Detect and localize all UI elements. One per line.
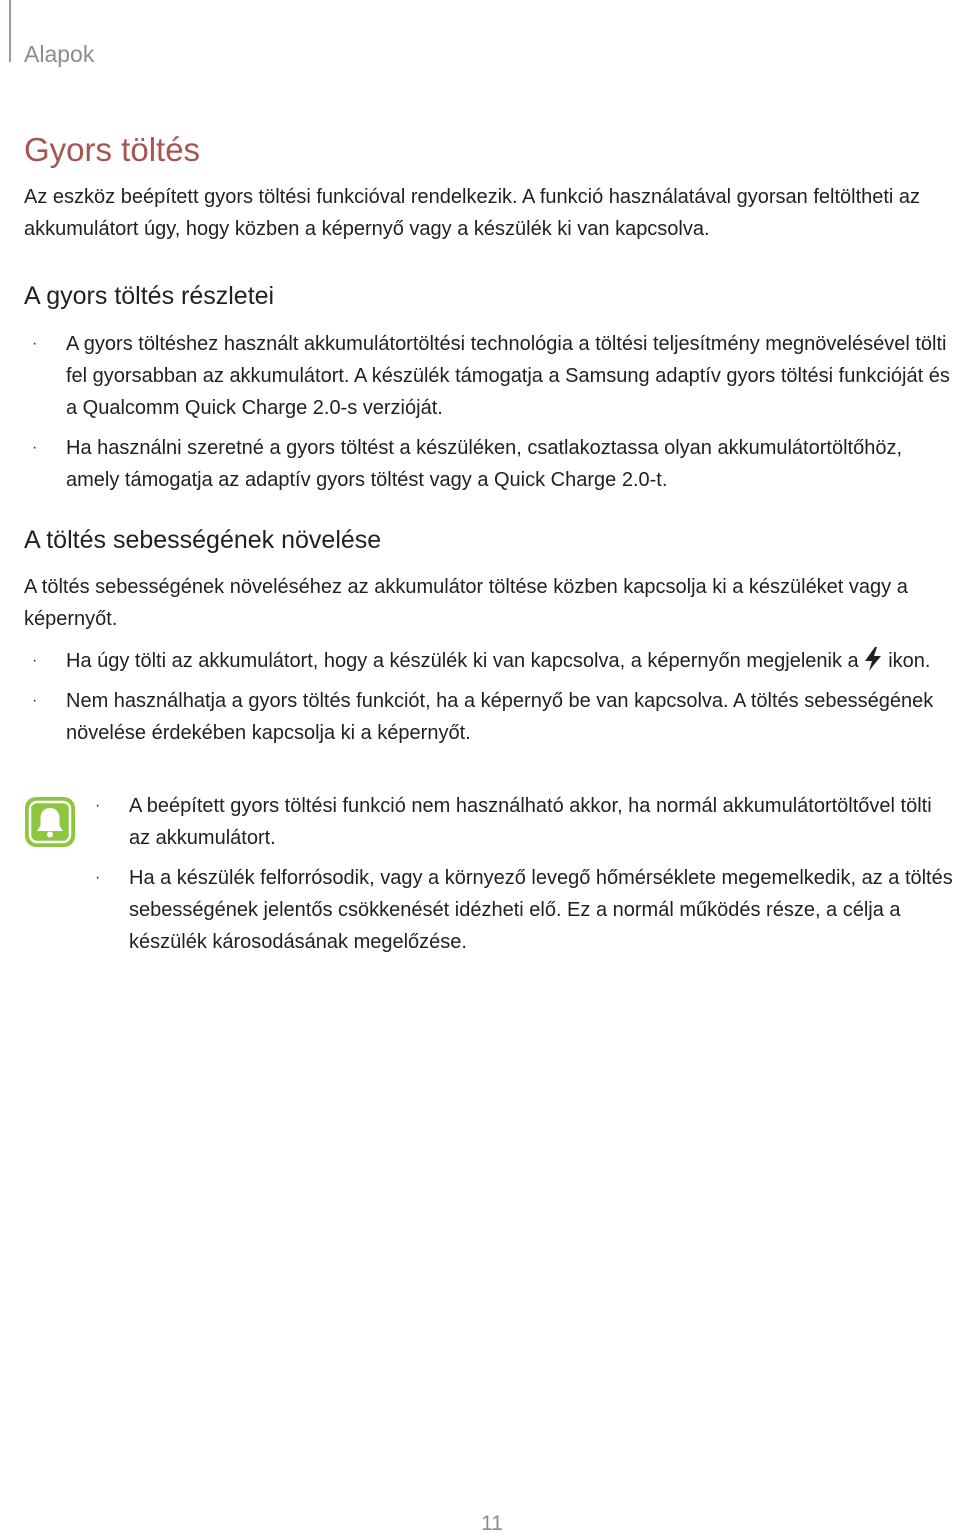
list-item-text: A beépített gyors töltési funkció nem használható akkor, ha normál akkumulátortöltővel tölti az akkumulátort. (129, 795, 932, 849)
bullet-dot: · (32, 652, 38, 669)
speed-paragraph: A töltés sebességének növeléséhez az akkumulátor töltése közben kapcsolja ki a készüléket vagy a képernyőt. (24, 576, 908, 630)
list-item (32, 645, 951, 677)
list-item-text-suffix: ikon. (882, 650, 931, 672)
section-heading-details: A gyors töltés részletei (24, 282, 275, 310)
list-item-text: Ha úgy tölti az akkumulátort, hogy a készülék ki van kapcsolva, a képernyőn megjelenik a (66, 650, 859, 672)
bullet-dot: · (95, 797, 101, 814)
list-item (32, 328, 959, 424)
list-item (32, 685, 951, 749)
list-item-text: A gyors töltéshez használt akkumulátortöltési technológia a töltési teljesítmény megnövelésével tölti fel gyorsabban az akkumulátort. A készülék támogatja a Samsung adaptív gyors töltési funkcióját és a Qualcomm Quick Charge 2.0-s verzióját. (66, 333, 950, 419)
speed-bullet-list (32, 645, 951, 749)
bullet-dot: · (32, 335, 38, 352)
intro-paragraph: Az eszköz beépített gyors töltési funkcióval rendelkezik. A funkció használatával gyorsan feltöltheti az akkumulátort úgy, hogy közben a képernyő vagy a készülék ki van kapcsolva. (24, 186, 921, 240)
section-heading-speed: A töltés sebességének növelése (24, 526, 382, 554)
list-item-text: Nem használhatja a gyors töltés funkciót, ha a képernyő be van kapcsolva. A töltés sebességének növelése érdekében kapcsolja ki a képernyőt. (66, 690, 934, 744)
bullet-dot: · (95, 869, 101, 886)
list-item (95, 790, 954, 854)
bullet-dot: · (32, 692, 38, 709)
section-label: Alapok (24, 41, 95, 67)
page-title: Gyors töltés (24, 131, 201, 168)
list-item-text: Ha használni szeretné a gyors töltést a készüléken, csatlakoztassa olyan akkumulátortöltőhöz, amely támogatja az adaptív gyors töltést vagy a Quick Charge 2.0-t. (66, 437, 902, 491)
list-item (32, 432, 959, 496)
page-number: 11 (481, 1512, 503, 1535)
bullet-dot: · (32, 439, 38, 456)
note-bullet-list (95, 790, 954, 958)
fast-charge-bolt-icon (863, 647, 883, 671)
bell-icon (24, 796, 76, 848)
list-item (95, 862, 954, 958)
details-bullet-list (32, 328, 959, 496)
header-rule (9, 0, 11, 62)
list-item-text: Ha a készülék felforrósodik, vagy a környező levegő hőmérséklete megemelkedik, az a töltés sebességének jelentős csökkenését idézheti elő. Ez a normál működés része, a célja a készülék károsodásának megelőzése. (129, 867, 953, 953)
